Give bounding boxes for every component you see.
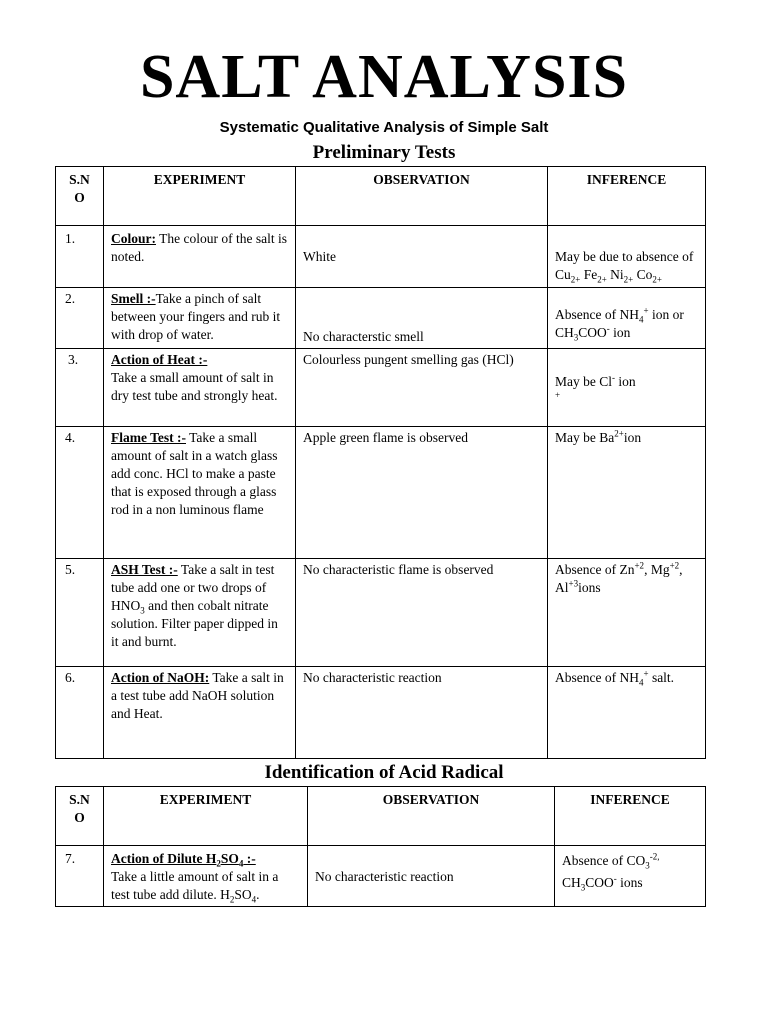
experiment-text: Take a small amount of salt in dry test tube and strongly heat. (111, 370, 278, 403)
table-row (56, 226, 706, 288)
column-header-sno: S.N O (56, 167, 104, 226)
row-inference: May be due to absence of $Cu_{2+}$ $Fe_{2+}$ $Ni_{2+}$ $Co_{2+}$ (548, 226, 706, 288)
experiment-label: Action of Heat :- (111, 352, 208, 367)
row-observation: Colourless pungent smelling gas (HCl) (296, 349, 548, 427)
row-observation: No characterstic smell (296, 288, 548, 349)
row-sno: 3. (56, 349, 104, 427)
row-observation: No characteristic reaction (308, 846, 555, 907)
section-heading-preliminary: Preliminary Tests (312, 142, 456, 163)
column-header-observation: OBSERVATION (308, 787, 555, 846)
row-experiment (104, 226, 296, 288)
table-header-row (56, 167, 706, 226)
table-row (56, 667, 706, 759)
column-header-sno: S.N O (56, 787, 104, 846)
row-experiment (104, 427, 296, 559)
column-header-inference: INFERENCE (548, 167, 706, 226)
table-row (56, 846, 706, 907)
row-sno: 1. (56, 226, 104, 288)
row-inference: Absence of $CO_3^{-2,}$ $CH_3COO^-$ ions (555, 846, 706, 907)
section-heading-acid-radical: Identification of Acid Radical (264, 762, 504, 783)
row-experiment (104, 288, 296, 349)
table-row (56, 427, 706, 559)
row-observation: No characteristic flame is observed (296, 559, 548, 667)
experiment-label: ASH Test :- (111, 562, 178, 577)
row-inference: May be $Ba^{2+}ion$ (548, 427, 706, 559)
row-inference: May be Cl- ion + (548, 349, 706, 427)
experiment-label: Flame Test :- (111, 430, 186, 445)
row-sno: 4. (56, 427, 104, 559)
column-header-experiment: EXPERIMENT (104, 167, 296, 226)
preliminary-tests-table (55, 166, 706, 759)
experiment-text: Take a pinch of salt between your fingers and rub it with drop of water. (111, 291, 281, 342)
table-header-row (56, 787, 706, 846)
column-header-experiment: EXPERIMENT (104, 787, 308, 846)
row-sno: 2. (56, 288, 104, 349)
experiment-text: The colour of the salt is noted. (111, 231, 287, 264)
table-row (56, 288, 706, 349)
row-experiment (104, 667, 296, 759)
row-inference: Absence of $NH_4^+$ salt. (548, 667, 706, 759)
page-title: SALT ANALYSIS (139, 43, 629, 111)
row-sno: 6. (56, 667, 104, 759)
row-observation: Apple green flame is observed (296, 427, 548, 559)
row-sno: 7. (56, 846, 104, 907)
row-sno: 5. (56, 559, 104, 667)
experiment-text: Take a salt in a test tube add NaOH solution and Heat. (111, 670, 284, 721)
row-inference: Absence of $Zn^{+2}$, $Mg^{+2}$, $Al^{+3}ions$ (548, 559, 706, 667)
experiment-label: Smell :- (111, 291, 156, 306)
page-subtitle: Systematic Qualitative Analysis of Simple Salt (219, 119, 549, 136)
column-header-observation: OBSERVATION (296, 167, 548, 226)
column-header-inference: INFERENCE (555, 787, 706, 846)
table-row (56, 559, 706, 667)
experiment-text: Take a small amount of salt in a watch glass add conc. HCl to make a paste that is exposed through a glass rod in a non luminous flame (111, 430, 278, 517)
experiment-label: Colour: (111, 231, 156, 246)
experiment-label: Action of Dilute $H_2SO_4$ :- (111, 851, 256, 869)
table-row (56, 349, 706, 427)
acid-radical-table (55, 786, 706, 907)
row-experiment: ASH Test :- Take a salt in test tube add one or two drops of $HNO_3$ and then cobalt nitrate solution. Filter paper dipped in it and burnt. (104, 559, 296, 667)
row-observation: No characteristic reaction (296, 667, 548, 759)
row-inference: Absence of $NH_4^+$ ion or $CH_3COO^-$ ion (548, 288, 706, 349)
experiment-label: Action of NaOH: (111, 670, 210, 685)
row-experiment: Action of Dilute $H_2SO_4$ :- Take a little amount of salt in a test tube add dilute. $H_2SO_4$. (104, 846, 308, 907)
row-observation: White (296, 226, 548, 288)
row-experiment (104, 349, 296, 427)
